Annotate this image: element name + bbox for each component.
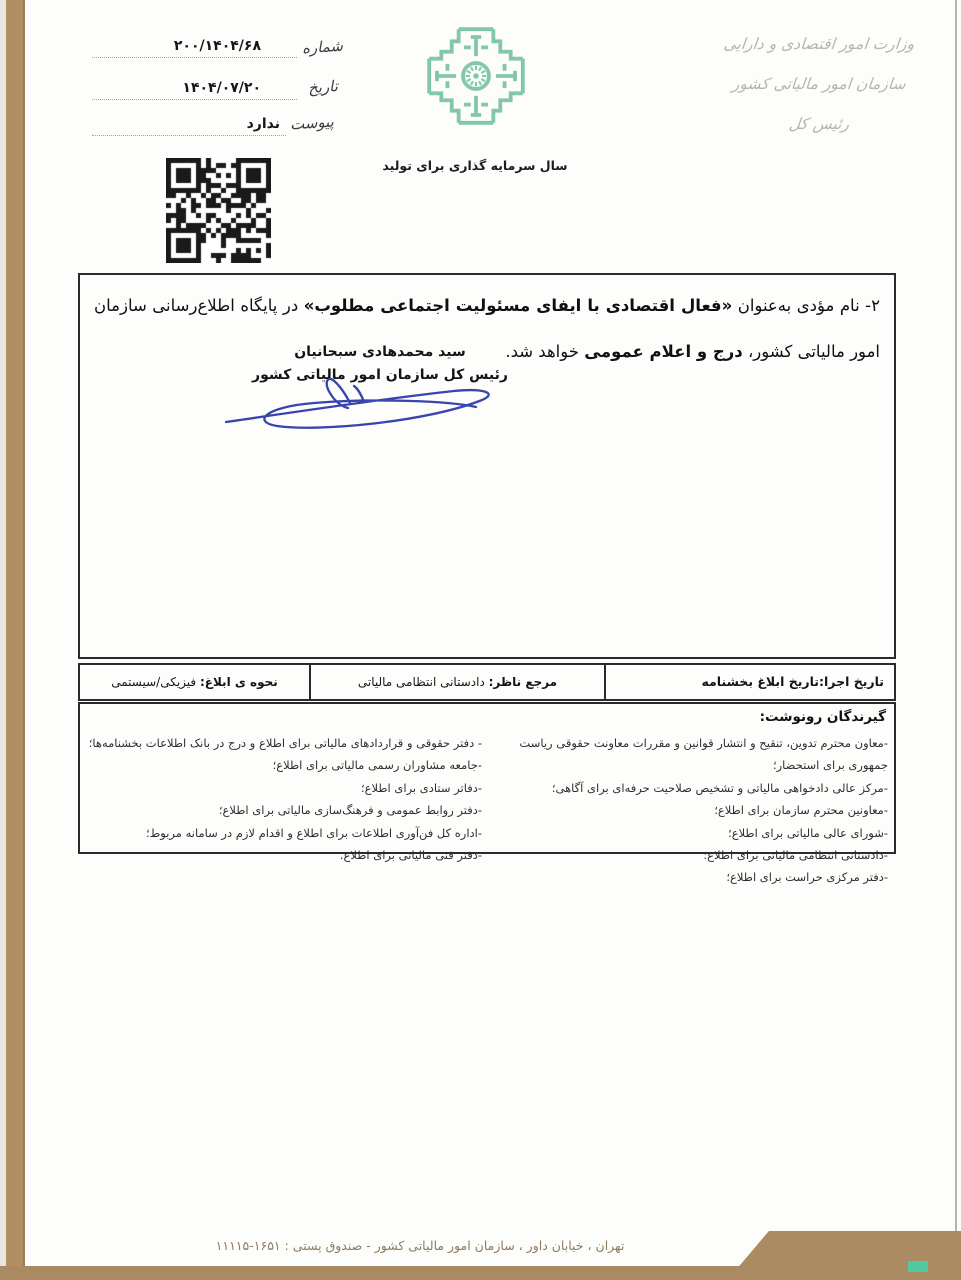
signer-title: رئیس کل سازمان امور مالیاتی کشور (252, 367, 508, 383)
ministry-line2: سازمان امور مالیاتی کشور (731, 75, 907, 93)
date-value: ۱۴۰۴/۰۷/۲۰ (92, 76, 297, 100)
supervisor-label: مرجع ناظر: (488, 675, 558, 689)
supervisor-cell (309, 665, 606, 699)
signature-scribble (222, 376, 512, 436)
signer-name: سید محمدهادی سبحانیان (294, 344, 466, 360)
ministry-line3: رئیس کل (787, 115, 851, 133)
green-accent-square (908, 1261, 928, 1272)
recipients-title: گیرندگان رونوشت: (759, 709, 886, 725)
recipient-item: -دفتر فنی مالیاتی برای اطلاع. (339, 848, 482, 863)
clause-title-bold: «فعال اقتصادی با ایفای مسئولیت اجتماعی مطلوب» (303, 296, 733, 315)
clause-seg1: ۲- نام مؤدی به‌عنوان (732, 296, 880, 315)
clause-box (78, 273, 896, 659)
kraft-left-strip (6, 0, 25, 1280)
tax-administration-logo-icon (424, 24, 528, 128)
scan-edge-right (955, 0, 957, 1280)
number-value: ۲۰۰/۱۴۰۴/۶۸ (92, 34, 297, 58)
clause-seg3: در پایگاه اطلاع‌رسانی سازمان امور مالیاتی کشور، (94, 296, 880, 361)
notification-method-cell (80, 665, 309, 699)
recipient-item: -معاون محترم تدوین، تنقیح و انتشار قوانین و مقررات معاونت حقوقی ریاست جمهوری برای استحضار؛ (519, 736, 888, 773)
recipients-column-left (86, 732, 482, 866)
clause-action-bold: درج و اعلام عمومی (584, 342, 743, 361)
recipients-box (78, 702, 896, 885)
recipient-item: -دادستانی انتظامی مالیاتی برای اطلاع؛ (703, 848, 888, 863)
recipient-item: -معاونین محترم سازمان برای اطلاع؛ (714, 803, 888, 818)
ministry-line1: وزارت امور اقتصادی و دارایی (722, 35, 916, 53)
clause-seg5: خواهد شد. (505, 342, 585, 361)
attachment-value: ندارد (92, 112, 286, 136)
recipients-column-right (488, 732, 888, 889)
ministry-letterhead (690, 24, 948, 144)
recipient-item: -دفتر مرکزی حراست برای اطلاع؛ (726, 870, 888, 885)
year-slogan: سال سرمایه گذاری برای تولید (382, 158, 568, 173)
number-label: شماره (301, 36, 344, 58)
recipient-item: -جامعه مشاوران رسمی مالیاتی برای اطلاع؛ (272, 758, 482, 773)
recipient-item: -مرکز عالی دادخواهی مالیاتی و تشخیص صلاحیت حرفه‌ای برای آگاهی؛ (551, 780, 888, 795)
recipient-item: -دفاتر ستادی برای اطلاع؛ (361, 780, 482, 795)
date-label: تاریخ (307, 76, 339, 98)
clause-paragraph (80, 275, 894, 375)
recipient-item: -اداره کل فن‌آوری اطلاعات برای اطلاع و اقدام لازم در سامانه مربوط؛ (145, 825, 482, 840)
footer-address: تهران ، خیابان داور ، سازمان امور مالیاتی کشور - صندوق پستی : ۱۶۵۱-۱۱۱۱۵ (215, 1238, 625, 1253)
method-value: فیزیکی/سیستمی (111, 675, 200, 689)
meta-row (78, 663, 896, 701)
recipient-item: -شورای عالی مالیاتی برای اطلاع؛ (728, 825, 888, 840)
attachment-label: پیوست (289, 112, 335, 134)
recipient-item: - دفتر حقوقی و قراردادهای مالیاتی برای اطلاع و درج در بانک اطلاعات بخشنامه‌ها؛ (88, 736, 482, 750)
qr-code (166, 158, 271, 263)
method-label: نحوه ی ابلاغ: (199, 675, 278, 689)
supervisor-value: دادستانی انتظامی مالیاتی (357, 675, 489, 689)
recipient-item: -دفتر روابط عمومی و فرهنگ‌سازی مالیاتی برای اطلاع؛ (218, 803, 482, 818)
footer-kraft-strip (0, 1266, 961, 1280)
execution-date-cell: تاریخ اجرا:تاریخ ابلاغ بخشنامه (701, 674, 884, 689)
